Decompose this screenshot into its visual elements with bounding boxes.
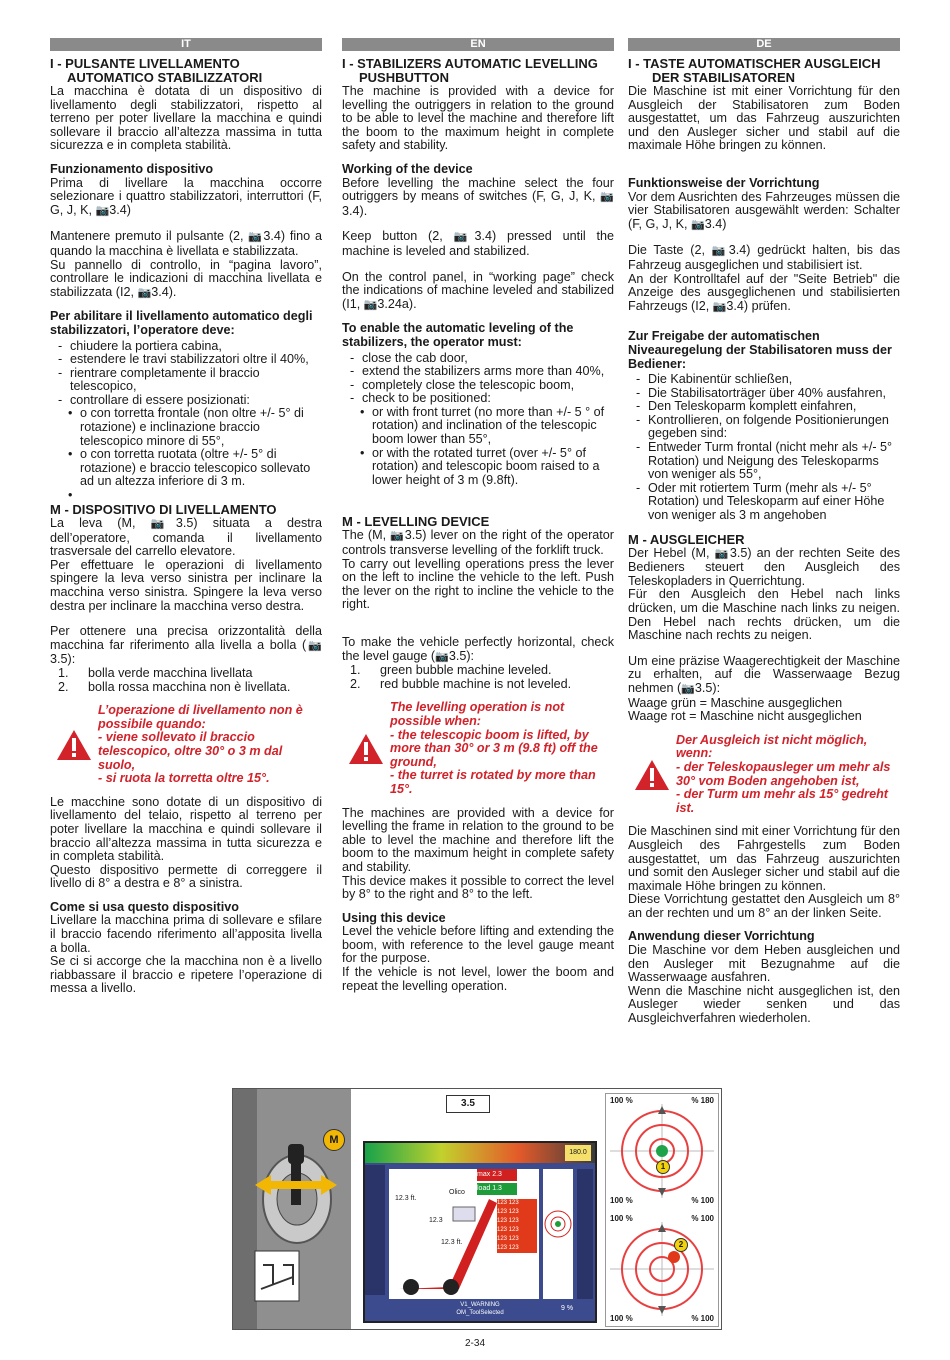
gauge-paragraph [50,625,322,667]
device-paragraph-2: To carry out levelling operations press the lever on the left to incline the vehicle to the left. Push the lever on the right to incline the vehicle to the right. [342,556,614,612]
list-item: • o con torretta frontale (non oltre +/- 5° di rotazione) e inclinazione braccio telescopico minore di 55°, [68,407,322,448]
warning-triangle-icon [50,704,98,786]
list-item: - Entweder Turm frontal (nicht mehr als +/- 5° Rotation) und Neigung des Teleskoparms von weniger als 55°, [636,441,900,482]
level-gauges-panel [605,1093,719,1327]
table-row: 123 123 [497,1209,519,1215]
text: Um eine präzise Waagerechtigkeit der Maschine zu erhalten, auf die Wasserwaage Bezug nehmen ( [628,653,900,695]
text: Keep button (2, [342,229,454,244]
list-item [350,678,614,692]
device-title: M - DISPOSITIVO DI LIVELLAMENTO [50,502,277,518]
device-paragraph-1 [628,547,900,589]
camera-reference-icon: 📷 [363,298,378,311]
item-text: bolla rossa macchina non è livellata. [88,679,291,694]
working-paragraph-1 [628,191,900,233]
list-item [350,664,614,678]
reference: 3.4). [342,203,368,218]
screen-left-icons [365,1165,385,1295]
text: Die Taste (2, [628,243,712,258]
language-bar-it: IT [50,38,322,51]
subheading-working: Funktionsweise der Vorrichtung [628,175,820,190]
text: La leva (M, [50,516,151,531]
list-item: - Die Kabinentür schließen, [636,373,900,387]
gauge-pct-label: % 180 [691,1096,714,1105]
device-paragraph-2: Per effettuare le operazioni di livellamento spingere la leva verso sinistra per inclinare la macchina verso sinistra. Spingere la leva verso destra per inclinare la macchina verso destra. [50,557,322,613]
working-paragraph-3 [628,273,900,315]
reference: 3.4) prüfen. [726,298,791,313]
enable-list [628,373,900,523]
screen-work-area [389,1169,539,1299]
text: Der Hebel (M, [628,545,715,560]
camera-reference-icon: 📷 [435,650,449,663]
frame-paragraph-1: The machines are provided with a device for levelling the frame in relation to the ground to be able to level the machine and therefore lift the boom to the maximum height in complete safety and stability. [342,805,614,874]
section-title [628,57,900,85]
max-readout [477,1169,517,1181]
camera-reference-icon: 📷 [681,682,695,695]
list-item: • o con torretta ruotata (oltre +/- 5° di rotazione) e braccio telescopico sollevato ad un altezza inferiore di 3 m. [68,448,322,489]
frame-paragraph-1: Die Maschinen sind mit einer Vorrichtung für den Ausgleich des Fahrgestells zum Boden ausgestattet, um das Fahrzeug auszurichten und somit den Ausleger sicher und stabil auf die maximale Höhe bringen zu können. [628,824,900,893]
use-paragraph-1: Livellare la macchina prima di sollevare e sfilare il braccio facendo riferimento all’apposita livella a bolla. [50,913,322,955]
text: Mantenere premuto il pulsante (2, [50,229,249,244]
text: Prima di livellare la macchina occorre selezionare i quattro stabilizzatori, interruttori (F, G, J, K, [50,175,322,217]
warning-triangle-icon [628,734,676,816]
warning-text: The levelling operation is not possible when: - the telescopic boom is lifted, by more than 30° or 3 m (9.8 ft) off the ground, - the turret is rotated by more than 15°. [390,700,598,796]
list-item: - completely close the telescopic boom, [350,379,614,393]
status-text-1: V1_WARNING [460,1302,500,1308]
table-row: 123 123 [497,1227,519,1233]
reference: 3.4) gedrückt halten, bis das Fahrzeug ausgeglichen und stabilisiert ist. [628,243,901,272]
table-row: 123 123 [497,1200,519,1206]
warning-triangle-icon [342,701,390,796]
working-paragraph-1 [342,177,614,219]
table-row: 123 123 [497,1245,519,1251]
camera-reference-icon: 📷 [714,547,730,560]
reference: 3.5) an der rechten Seite des Bedieners steuert den Ausgleich des Teleskopladers in Querrichtung. [628,545,901,588]
list-item: - Kontrollieren, on folgende Positionierungen gegeben sind: [636,414,900,441]
list-item [58,681,322,695]
title-line-1: I - TASTE AUTOMATISCHER AUSGLEICH [628,56,881,71]
intro-paragraph: Die Maschine ist mit einer Vorrichtung für den Ausgleich der Stabilisatoren zum Boden ausgestattet, um das Fahrzeug auszurichten und den Ausleger sicher und stabil auf die maximale Höhe bringen zu können. [628,84,900,153]
item-number: 1. [350,663,361,678]
list-item: - close the cab door, [350,352,614,366]
gauge-levelled [606,1094,718,1208]
gauge-paragraph [342,636,614,664]
gauge-pct-label: 100 % [610,1096,633,1105]
gauge-pct-label: % 100 [691,1214,714,1223]
camera-reference-icon: 📷 [95,204,110,217]
section-title [342,57,614,85]
gauge-not-levelled [606,1212,718,1326]
reference: 3.24a). [377,296,417,311]
working-paragraph-2 [50,230,322,258]
reference: 3.5): [448,648,475,663]
position-list [50,407,322,489]
figure-label: 3.5 [446,1095,490,1113]
warning-box [628,734,900,816]
device-title: M - LEVELLING DEVICE [342,514,490,530]
item-number: 1. [58,665,69,680]
subheading-working: Funzionamento dispositivo [50,161,214,176]
gauge-pct-label: 100 % [610,1196,633,1205]
text: An der Kontrolltafel auf der "Seite Betrieb" die Anzeige des ausgeglichenen und stabilisierten Fahrzeugs (I2, [628,271,900,313]
text: Per ottenere una precisa orizzontalità della macchina far riferimento alla livella a bolla ( [50,624,322,652]
working-paragraph-2 [628,244,900,272]
gauge-callout-1: 1 [656,1160,670,1174]
gauge-list [342,664,614,691]
max-value: 2.3 [492,1171,502,1178]
camera-reference-icon: 📷 [711,245,729,258]
list-item: - estendere le travi stabilizzatori oltre il 40%, [58,353,322,367]
use-paragraph-1: Level the vehicle before lifting and extending the boom, with reference to the level gauge meant for the purpose. [342,924,614,966]
list-item: - rientrare completamente il braccio telescopico, [58,367,322,394]
gauge-pct-label: 100 % [610,1214,633,1223]
working-paragraph-1 [50,177,322,219]
value-180: 180.0 [565,1145,591,1161]
gauge-paragraph [628,655,900,697]
enable-list [342,352,614,406]
text: Before levelling the machine select the four outriggers by means of switches (F, G, J, K, [342,175,614,204]
height-label-2: 12.3 ft. [441,1239,463,1246]
text: Vor dem Ausrichten des Fahrzeuges müssen die vier Stabilisatoren ausgewählt werden: Schalter (F, G, J, K, [628,189,900,231]
gauge-pct-label: 100 % [610,1314,633,1323]
gauge-pct-label: % 100 [691,1196,714,1205]
item-number: 2. [58,679,69,694]
figure-3-5 [232,1088,722,1330]
device-paragraph-1 [342,529,614,557]
reference: 3.4) [704,216,727,231]
list-item: - check to be positioned: [350,392,614,406]
use-paragraph-2: Wenn die Maschine nicht ausgeglichen ist, den Ausleger wieder senken und das Ausgleichverfahren wiederholen. [628,983,900,1026]
use-title: Anwendung dieser Vorrichtung [628,929,815,944]
device-paragraph-2: Für den Ausgleich den Hebel nach links drücken, um die Maschine nach links zu neigen. Den Hebel nach rechts drücken, um die Maschine nach rechts zu neigen. [628,587,900,643]
reference: 3.5) lever on the right of the operator controls transverse levelling of the forklift truck. [342,528,614,558]
use-paragraph-1: Die Maschine vor dem Heben ausgleichen und den Ausleger mit Bezugnahme auf die Wasserwaage ausfahren. [628,943,900,985]
list-item: • or with the rotated turret (over +/- 5° of rotation) and telescopic boom raised to a lower height of 3 m (9.8ft). [360,447,614,488]
title-line-2: DER STABILISATOREN [652,70,796,85]
gauge-callout-2: 2 [674,1238,688,1252]
screen-right-icons [577,1169,593,1299]
reference: 3.4) pressed until the machine is leveled and stabilized. [342,229,614,258]
gauge-pct-label: % 100 [691,1314,714,1323]
load-value: 1.3 [492,1185,502,1192]
reference: 3.4). [151,284,177,299]
max-label: max [477,1171,491,1178]
load-label: load [477,1185,491,1192]
title-line-1: I - STABILIZERS AUTOMATIC LEVELLING [342,56,598,71]
load-table [497,1199,537,1253]
column-english [342,38,614,993]
enable-title: Zur Freigabe der automatischen Niveauregelung der Stabilisatoren muss der Bediener: [628,329,892,371]
text: Su pannello di controllo, in “pagina lavoro”, controllare le indicazioni di macchina livellata e stabilizzata (I2, [50,257,322,299]
camera-reference-icon: 📷 [453,231,475,244]
camera-reference-icon: 📷 [150,518,176,531]
list-item: - chiudere la portiera cabina, [58,340,322,354]
warning-text: Der Ausgleich ist nicht möglich, wenn: - der Teleskopausleger um mehr als 30° vom Boden angehoben ist, - der Turm um mehr als 15° gedreht ist. [676,732,891,815]
warning-box [342,701,614,796]
working-paragraph-2 [342,230,614,258]
intro-paragraph: The machine is provided with a device for levelling the outriggers in relation to the ground to be able to level the machine and therefore lift the boom to the maximum height in complete safety and stability. [342,84,614,153]
list-item: - Oder mit rotiertem Turm (mehr als +/- 5° Rotation) und Teleskoparm auf einer Höhe von weniger als 3 m angehoben [636,482,900,523]
language-bar-en: EN [342,38,614,51]
status-text-2: OM_ToolSelected [456,1310,504,1316]
use-paragraph-2: Se ci si accorge che la macchina non è a livello riabbassare il braccio e ripetere l’operazione di messa a livello. [50,954,322,996]
table-row: 123 123 [497,1236,519,1242]
camera-reference-icon: 📷 [248,231,264,244]
use-paragraph-2: If the vehicle is not level, lower the boom and repeat the levelling operation. [342,965,614,993]
camera-reference-icon: 📷 [600,191,614,204]
frame-paragraph-2: Diese Vorrichtung gestattet den Ausgleich um 8° an der rechten und um 8° an der linken Seite. [628,892,900,920]
warning-box [50,704,322,786]
height-label-1: 12.3 ft. [395,1195,417,1202]
use-title: Come si usa questo dispositivo [50,899,239,914]
camera-reference-icon: 📷 [390,530,405,543]
language-bar-de: DE [628,38,900,51]
camera-reference-icon: 📷 [137,286,152,299]
position-list [342,406,614,488]
load-readout [477,1183,517,1195]
text: On the control panel, in “working page” check the indications of machine leveled and stabilized (I1, [342,269,614,311]
frame-paragraph-2: This device makes it possible to correct the level by 8° to the right and 8° to the left. [342,873,614,902]
list-item: - Den Teleskoparm komplett einfahren, [636,400,900,414]
camera-reference-icon: 📷 [712,300,727,313]
intro-paragraph: La macchina è dotata di un dispositivo di livellamento degli stabilizzatori, rispetto al terreno per poter livellare la macchina e quindi sollevare il braccio all’altezza massima in tutta sicurezza e in completa stabilità. [50,84,322,153]
frame-paragraph-1: Le macchine sono dotate di un dispositivo di livellamento del telaio, rispetto al terreno per poter livellare la macchina e quindi sollevare il braccio all’altezza massima in tutta sicurezza e in completa stabilità. [50,794,322,864]
olico-label: Olico [449,1189,465,1196]
gauge-line-green: Waage grün = Maschine ausgeglichen [628,695,843,710]
warning-text: L’operazione di livellamento non è possibile quando: - viene sollevato il braccio telescopico, oltre 30° o 3 m dal suolo, - si ruota la torretta oltre 15°. [98,703,303,786]
column-german [628,38,900,1026]
reference: 3.5) situata a destra dell’operatore, comanda il livellamento trasversale del carrello elevatore. [50,516,322,559]
title-line-2: PUSHBUTTON [359,70,450,85]
device-title: M - AUSGLEICHER [628,531,745,547]
list-item: - controllare di essere posizionati: [58,394,322,408]
list-item [58,667,322,681]
camera-reference-icon: 📷 [306,639,323,652]
text: To make the vehicle perfectly horizontal, check the level gauge ( [342,635,614,663]
item-text: bolla verde macchina livellata [88,665,253,680]
column-italian [50,38,322,996]
reference: 3.5): [50,652,76,667]
enable-title: Per abilitare il livellamento automatico degli stabilizzatori, l’operatore deve: [50,309,313,337]
status-lines [405,1301,555,1317]
reference: 3.4) [109,202,131,217]
camera-reference-icon: 📷 [690,218,705,231]
working-paragraph-3 [342,271,614,313]
device-paragraph-1 [50,517,322,559]
lever-callout: M [323,1129,345,1151]
lever-photo [233,1089,351,1329]
text: The (M, [342,528,391,543]
use-title: Using this device [342,910,446,925]
frame-paragraph-2: Questo dispositivo permette di correggere il livello di 8° a destra e 8° a sinistra. [50,862,322,891]
control-panel-screen [363,1141,597,1323]
working-paragraph-3 [50,259,322,301]
title-line-2: AUTOMATICO STABILIZZATORI [67,70,263,85]
angle-label: 12.3 [429,1217,443,1224]
list-item: • or with front turret (no more than +/- 5 ° of rotation) and inclination of the telescopic boom lower than 55°, [360,406,614,447]
list-item: - extend the stabilizers arms more than 40%, [350,365,614,379]
table-row: 123 123 [497,1218,519,1224]
gauge-line-red: Waage rot = Maschine nicht ausgeglichen [628,709,862,724]
list-item: - Die Stabilisatorträger über 40% ausfahren, [636,387,900,401]
gauge-list [50,667,322,694]
reference: 3.4) fino a quando la macchina è livellata e stabilizzata. [50,229,322,258]
screen-mini-gauge [543,1169,573,1299]
enable-title: To enable the automatic leveling of the stabilizers, the operator must: [342,321,574,349]
subheading-working: Working of the device [342,161,473,176]
screen-footer-value: 9 % [561,1305,574,1312]
page-number: 2-34 [464,1338,485,1349]
title-line-1: I - PULSANTE LIVELLAMENTO [50,56,240,71]
screen-top-bar [365,1143,595,1163]
reference: 3.5): [694,680,721,695]
section-title [50,57,322,85]
item-text: red bubble machine is not leveled. [380,676,572,691]
enable-list [50,340,322,408]
item-number: 2. [350,676,361,691]
item-text: green bubble machine leveled. [380,663,552,678]
